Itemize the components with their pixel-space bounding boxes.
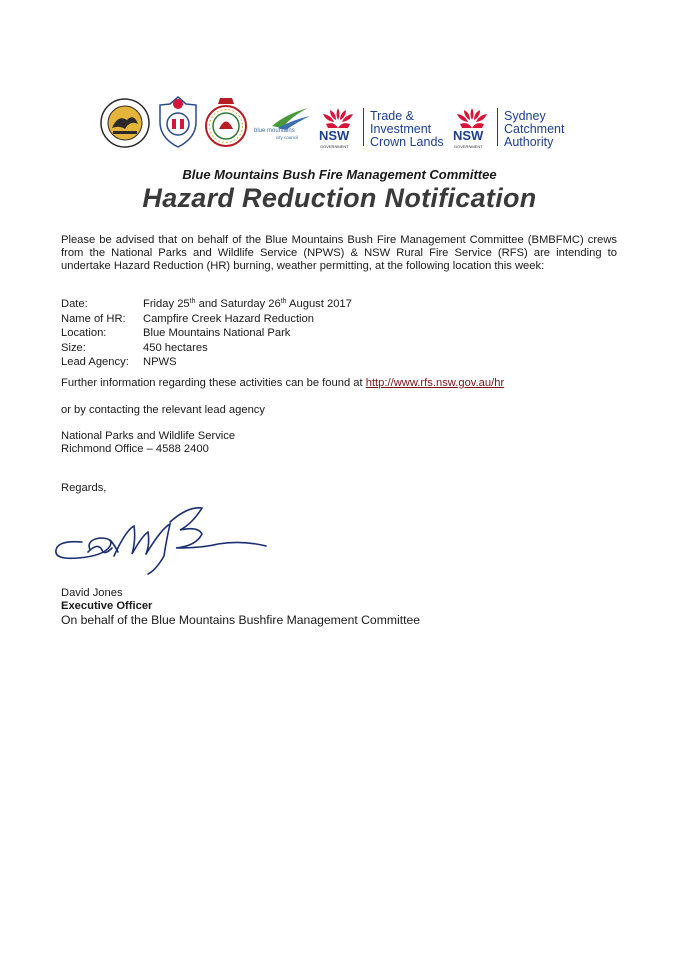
signature-image bbox=[52, 500, 272, 580]
detail-row-agency bbox=[61, 355, 352, 370]
detail-row-name bbox=[61, 312, 352, 327]
nsw-wordmark: NSW bbox=[453, 128, 484, 143]
divider bbox=[363, 108, 364, 146]
nsw-government-label: GOVERNMENT bbox=[320, 144, 349, 149]
location-label: Location: bbox=[61, 327, 107, 339]
divider bbox=[497, 108, 498, 146]
further-info-line bbox=[61, 377, 504, 390]
detail-row-location bbox=[61, 326, 352, 341]
hr-details bbox=[61, 297, 352, 370]
signatory-role: Executive Officer bbox=[61, 600, 153, 612]
rfs-logo bbox=[204, 96, 248, 150]
waratah-icon bbox=[318, 104, 358, 130]
rfs-link[interactable]: http://www.rfs.nsw.gov.au/hr bbox=[365, 377, 505, 389]
intro-paragraph: Please be advised that on behalf of the Blue Mountains Bush Fire Management Committee (BMBFMC) crews from the National Parks and Wildlife Service (NPWS) & NSW Rural Fire Service (RFS) are intending to undertake Hazard Reduction (HR) burning, weather permitting, at the following location this week: bbox=[61, 234, 617, 272]
nsw-trade-investment-logo bbox=[318, 104, 448, 154]
bmcc-text: blue mountains bbox=[254, 128, 295, 134]
detail-row-size bbox=[61, 341, 352, 356]
trade-investment-text: Trade & Investment Crown Lands bbox=[370, 109, 444, 149]
agency-office: Richmond Office – 4588 2400 bbox=[61, 443, 209, 455]
size-label: Size: bbox=[61, 341, 86, 354]
date-label: Date: bbox=[61, 298, 88, 310]
agency-label: Lead Agency: bbox=[61, 356, 129, 368]
further-info-text: Further information regarding these activities can be found at bbox=[61, 377, 366, 389]
date-value: Friday 25th and Saturday 26th August 2017 bbox=[143, 298, 352, 310]
location-value: Blue Mountains National Park bbox=[143, 327, 291, 339]
logo-strip bbox=[100, 96, 600, 158]
regards: Regards, bbox=[61, 482, 107, 494]
npws-logo bbox=[100, 98, 150, 148]
nsw-police-logo bbox=[156, 96, 200, 148]
bmcc-logo bbox=[252, 106, 314, 142]
waratah-icon bbox=[452, 104, 492, 130]
committee-heading: Blue Mountains Bush Fire Management Committee bbox=[182, 167, 497, 182]
on-behalf-line: On behalf of the Blue Mountains Bushfire Management Committee bbox=[61, 613, 421, 627]
nsw-sydney-catchment-logo bbox=[452, 104, 582, 154]
agency-name: National Parks and Wildlife Service bbox=[61, 430, 236, 442]
agency-value: NPWS bbox=[143, 356, 177, 368]
nsw-government-label: GOVERNMENT bbox=[454, 144, 483, 149]
size-value: 450 hectares bbox=[143, 341, 208, 354]
signatory-name: David Jones bbox=[61, 587, 123, 599]
nsw-wordmark: NSW bbox=[319, 128, 350, 143]
sydney-catchment-text: Sydney Catchment Authority bbox=[504, 109, 565, 149]
name-value: Campfire Creek Hazard Reduction bbox=[143, 312, 314, 325]
detail-row-date bbox=[61, 297, 352, 312]
name-label: Name of HR: bbox=[61, 312, 126, 325]
page-title: Hazard Reduction Notification bbox=[142, 183, 537, 213]
contact-line: or by contacting the relevant lead agency bbox=[61, 404, 265, 416]
svg-text:city council: city council bbox=[276, 135, 299, 140]
